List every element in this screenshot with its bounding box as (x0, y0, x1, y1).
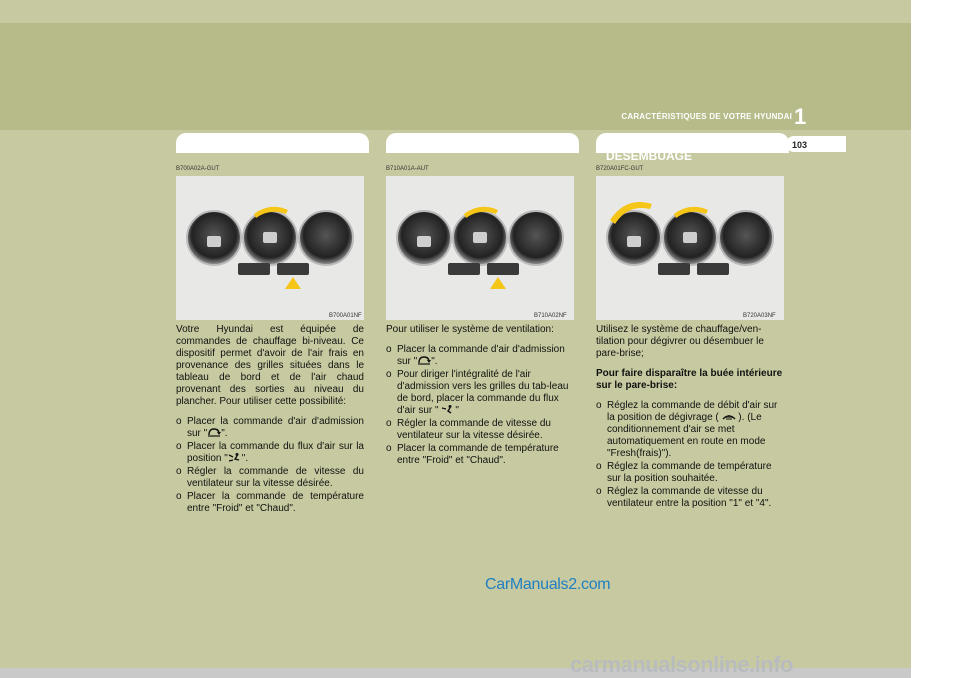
figure-caption-bi-level: B700A01NF (329, 313, 362, 319)
list-item: o Placer la commande de température entre "Froid" et "Chaud". (386, 443, 574, 467)
watermark: CarManuals2.com (485, 576, 611, 593)
ref-code-ventilation: B710A01A-AUT (386, 166, 429, 172)
ref-code-bi-level: B700A02A-GUT (176, 166, 220, 172)
list-item: o Placer la commande d'air d'admission sur " ". (176, 416, 364, 440)
footer-logo: carmanualsonline.info (570, 652, 793, 677)
list-item: o Réglez la commande de débit d'air sur la position de dégivrage ( ). (Le conditionnement d'air se met automatiquement en route en mode "Fresh(frais)"). (596, 400, 784, 460)
body-text-defrost (596, 324, 784, 511)
figure-caption-defrost: B720A03NF (743, 313, 776, 319)
list-item: o Placer la commande de température entre "Froid" et "Chaud". (176, 491, 364, 515)
intro-paragraph: Pour utiliser le système de ventilation: (386, 324, 554, 335)
section-title-ventilation: VENTILATION (394, 135, 474, 149)
figure-caption-ventilation: B710A02NF (534, 313, 567, 319)
body-text-ventilation (386, 324, 574, 468)
instruction-list (176, 416, 364, 515)
face-airflow-icon (441, 405, 455, 414)
bi-level-airflow-icon (228, 453, 242, 462)
climate-control-photo-ventilation (386, 176, 574, 320)
list-item: o Placer la commande du flux d'air sur la position " ". (176, 441, 364, 465)
list-item: o Régler la commande de vitesse du ventilateur sur la vitesse désirée. (176, 466, 364, 490)
intro-paragraph: Votre Hyundai est équipée de commandes de chauffage bi-niveau. Ce dispositif permet d'avoir de l'air frais en provenance des grilles situées dans le tableau de bord et de l'air chaud provenant des sorties au niveau du plancher. Pour utiliser cette possibilité: (176, 324, 364, 407)
instruction-list (386, 344, 574, 467)
instruction-list (596, 400, 784, 510)
ref-code-defrost: B720A01FC-GUT (596, 166, 644, 172)
list-item: o Réglez la commande de vitesse du ventilateur entre la position "1" et "4". (596, 486, 784, 510)
list-item: o Placer la commande d'air d'admission sur " ". (386, 344, 574, 368)
recirculation-icon (417, 356, 431, 365)
climate-control-photo-bi-level (176, 176, 364, 320)
subheading: Pour faire disparaître la buée intérieure sur le pare-brise: (596, 368, 783, 391)
climate-control-photo-defrost (596, 176, 784, 320)
section-title-defrost: DEGIVRAGE/ DESEMBUAGE (606, 135, 693, 163)
defrost-icon (722, 412, 736, 421)
list-item: o Pour diriger l'intégralité de l'air d'admission vers les grilles du tab-leau de bord, placer la commande du flux d'air sur " " (386, 369, 574, 417)
body-text-bi-level (176, 324, 364, 516)
intro-paragraph: Utilisez le système de chauffage/ven-tilation pour dégivrer ou désembuer le pare-brise; (596, 324, 764, 359)
section-title-bi-level: CHAUFFAGE BI-NIVEAU (186, 135, 326, 149)
list-item: o Régler la commande de vitesse du ventilateur sur la vitesse désirée. (386, 418, 574, 442)
list-item: o Réglez la commande de température sur la position souhaitée. (596, 461, 784, 485)
page-number: 103 (792, 140, 808, 150)
chapter-title: CARACTÉRISTIQUES DE VOTRE HYUNDAI (621, 112, 792, 121)
chapter-number: 1 (794, 104, 807, 129)
recirculation-icon (207, 428, 221, 437)
